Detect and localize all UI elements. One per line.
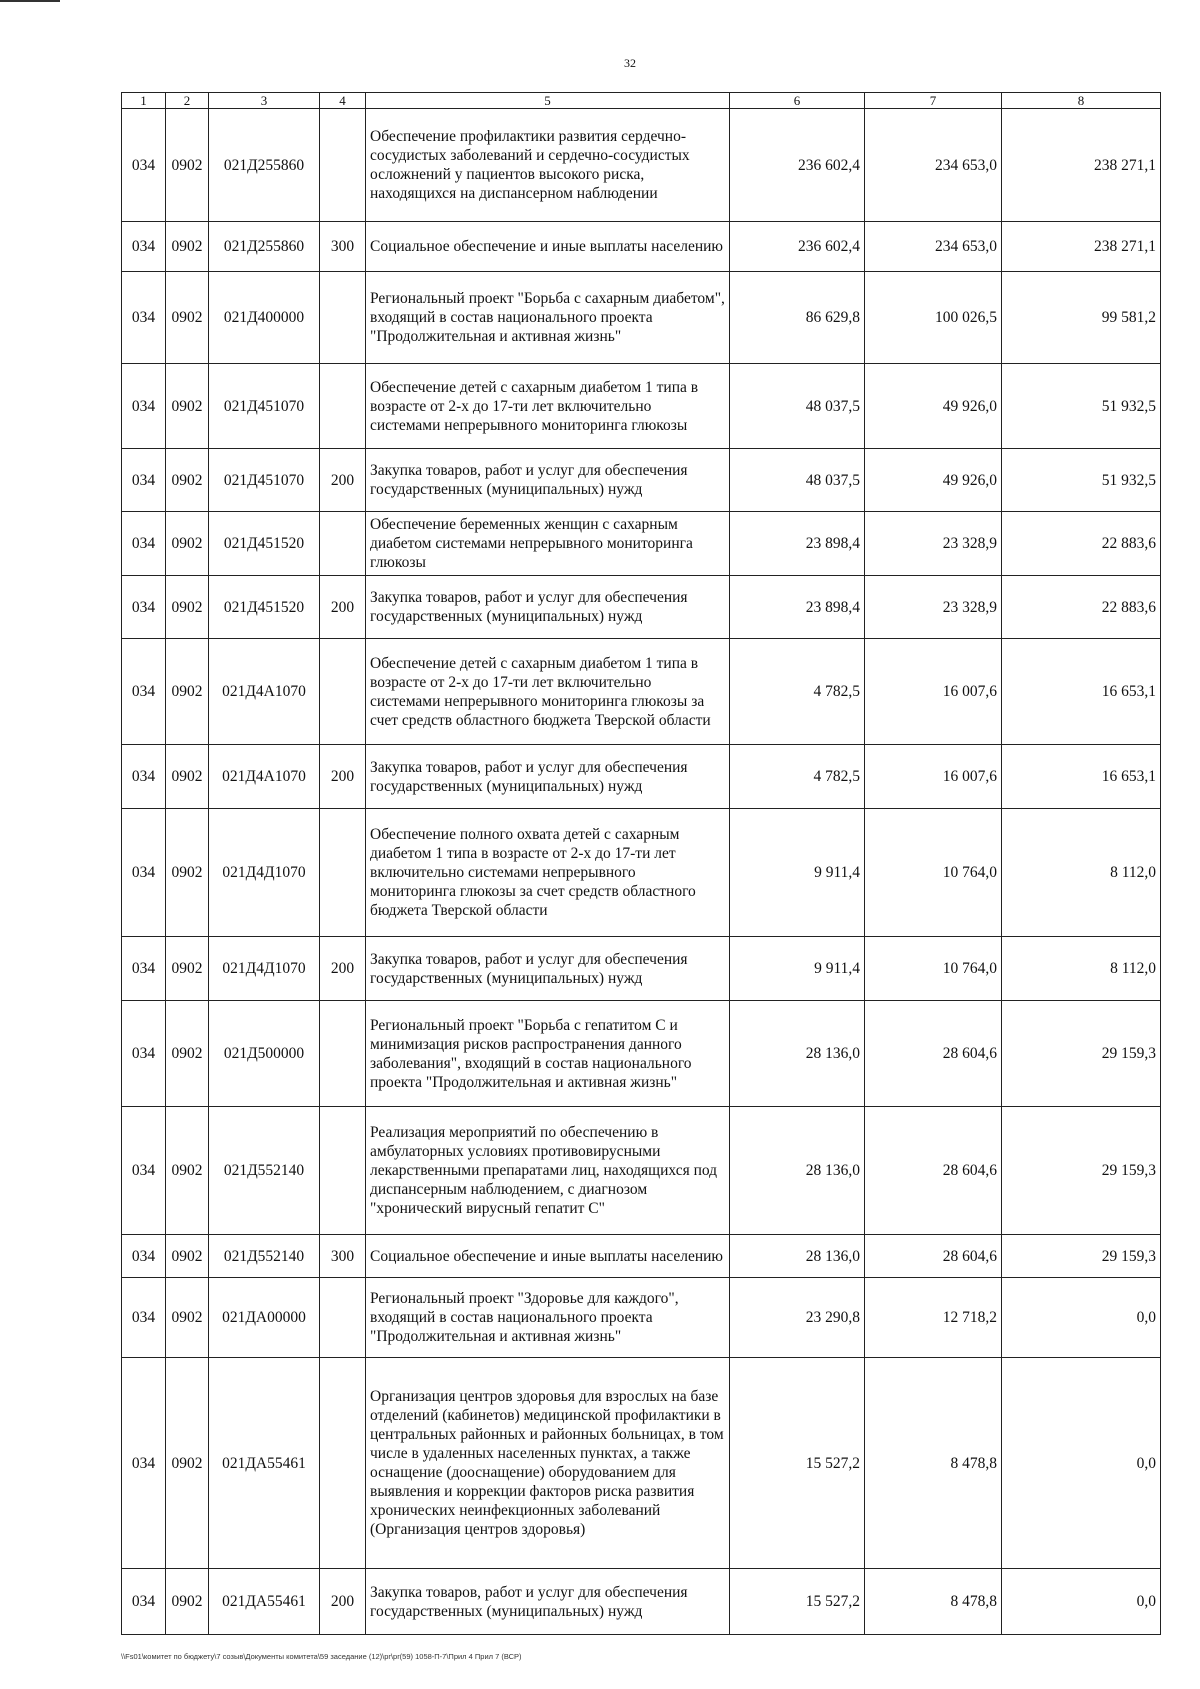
cell-ministry-code: 034 <box>122 1358 166 1569</box>
cell-amount-year-2: 49 926,0 <box>865 364 1002 449</box>
cell-target-article: 021Д4Д1070 <box>209 937 320 1001</box>
cell-section-code: 0902 <box>166 1278 209 1358</box>
cell-section-code: 0902 <box>166 1235 209 1278</box>
table-row <box>122 639 1161 745</box>
cell-description: Закупка товаров, работ и услуг для обеспечения государственных (муниципальных) нужд <box>366 745 730 809</box>
cell-section-code: 0902 <box>166 937 209 1001</box>
cell-amount-year-2: 23 328,9 <box>865 576 1002 639</box>
table-row <box>122 1358 1161 1569</box>
cell-amount-year-2: 23 328,9 <box>865 512 1002 576</box>
cell-expense-type <box>320 512 366 576</box>
cell-ministry-code: 034 <box>122 1569 166 1635</box>
cell-section-code: 0902 <box>166 745 209 809</box>
table-row <box>122 1235 1161 1278</box>
cell-section-code: 0902 <box>166 272 209 364</box>
cell-amount-year-2: 10 764,0 <box>865 937 1002 1001</box>
cell-amount-year-2: 28 604,6 <box>865 1001 1002 1107</box>
table-row <box>122 272 1161 364</box>
cell-target-article: 021Д4Д1070 <box>209 809 320 937</box>
cell-ministry-code: 034 <box>122 222 166 272</box>
cell-expense-type: 200 <box>320 576 366 639</box>
cell-section-code: 0902 <box>166 576 209 639</box>
cell-expense-type <box>320 1107 366 1235</box>
column-header-2: 2 <box>166 93 209 109</box>
cell-target-article: 021Д552140 <box>209 1235 320 1278</box>
cell-amount-year-1: 236 602,4 <box>730 109 865 222</box>
cell-amount-year-2: 16 007,6 <box>865 745 1002 809</box>
cell-expense-type: 200 <box>320 449 366 512</box>
cell-ministry-code: 034 <box>122 745 166 809</box>
cell-amount-year-1: 28 136,0 <box>730 1107 865 1235</box>
cell-description: Обеспечение детей с сахарным диабетом 1 типа в возрасте от 2-х до 17-ти лет включительно системами непрерывного мониторинга глюкозы <box>366 364 730 449</box>
cell-expense-type <box>320 364 366 449</box>
cell-ministry-code: 034 <box>122 272 166 364</box>
cell-amount-year-1: 23 898,4 <box>730 512 865 576</box>
footer-file-path: \\Fs01\комитет по бюджету\7 созыв\Документы комитета\59 заседание (12)\pr\pr(59) 1058-П-7\Прил 4 Прил 7 (ВСР) <box>121 1652 522 1661</box>
cell-amount-year-1: 236 602,4 <box>730 222 865 272</box>
cell-target-article: 021Д255860 <box>209 222 320 272</box>
cell-amount-year-3: 22 883,6 <box>1002 512 1161 576</box>
page-number: 32 <box>624 56 636 70</box>
column-header-4: 4 <box>320 93 366 109</box>
cell-amount-year-1: 23 898,4 <box>730 576 865 639</box>
cell-amount-year-2: 100 026,5 <box>865 272 1002 364</box>
cell-amount-year-3: 29 159,3 <box>1002 1001 1161 1107</box>
cell-target-article: 021Д451520 <box>209 512 320 576</box>
cell-expense-type <box>320 1278 366 1358</box>
cell-target-article: 021Д400000 <box>209 272 320 364</box>
cell-amount-year-2: 49 926,0 <box>865 449 1002 512</box>
cell-amount-year-3: 99 581,2 <box>1002 272 1161 364</box>
cell-amount-year-3: 29 159,3 <box>1002 1107 1161 1235</box>
cell-amount-year-3: 238 271,1 <box>1002 222 1161 272</box>
cell-amount-year-3: 16 653,1 <box>1002 745 1161 809</box>
cell-section-code: 0902 <box>166 109 209 222</box>
cell-description: Социальное обеспечение и иные выплаты населению <box>366 222 730 272</box>
cell-amount-year-1: 23 290,8 <box>730 1278 865 1358</box>
cell-section-code: 0902 <box>166 449 209 512</box>
cell-amount-year-1: 15 527,2 <box>730 1569 865 1635</box>
table-row <box>122 576 1161 639</box>
cell-amount-year-3: 16 653,1 <box>1002 639 1161 745</box>
cell-amount-year-3: 51 932,5 <box>1002 449 1161 512</box>
column-header-6: 6 <box>730 93 865 109</box>
cell-expense-type: 200 <box>320 745 366 809</box>
cell-target-article: 021ДА55461 <box>209 1569 320 1635</box>
cell-target-article: 021Д500000 <box>209 1001 320 1107</box>
cell-ministry-code: 034 <box>122 937 166 1001</box>
cell-amount-year-3: 238 271,1 <box>1002 109 1161 222</box>
cell-amount-year-2: 12 718,2 <box>865 1278 1002 1358</box>
cell-description: Организация центров здоровья для взрослых на базе отделений (кабинетов) медицинской профилактики в центральных районных и районных больницах, в том числе в удаленных населенных пунктах, а также оснащение (дооснащение) оборудованием для выявления и коррекции факторов риска развития хронических неинфекционных заболеваний (Организация центров здоровья) <box>366 1358 730 1569</box>
cell-section-code: 0902 <box>166 809 209 937</box>
cell-amount-year-1: 4 782,5 <box>730 639 865 745</box>
cell-amount-year-2: 16 007,6 <box>865 639 1002 745</box>
cell-ministry-code: 034 <box>122 1001 166 1107</box>
cell-expense-type: 200 <box>320 1569 366 1635</box>
cell-amount-year-1: 4 782,5 <box>730 745 865 809</box>
cell-expense-type: 200 <box>320 937 366 1001</box>
table-row <box>122 1001 1161 1107</box>
cell-description: Реализация мероприятий по обеспечению в амбулаторных условиях противовирусными лекарственными препаратами лиц, находящихся под диспансерным наблюдением, с диагнозом "хронический вирусный гепатит С" <box>366 1107 730 1235</box>
table-row <box>122 364 1161 449</box>
cell-expense-type <box>320 272 366 364</box>
cell-description: Обеспечение полного охвата детей с сахарным диабетом 1 типа в возрасте от 2-х до 17-ти лет включительно системами непрерывного мониторинга глюкозы за счет средств областного бюджета Тверской области <box>366 809 730 937</box>
cell-amount-year-3: 8 112,0 <box>1002 809 1161 937</box>
cell-amount-year-3: 0,0 <box>1002 1358 1161 1569</box>
table-row <box>122 1107 1161 1235</box>
cell-ministry-code: 034 <box>122 364 166 449</box>
cell-amount-year-1: 9 911,4 <box>730 937 865 1001</box>
table-row <box>122 222 1161 272</box>
cell-amount-year-1: 15 527,2 <box>730 1358 865 1569</box>
cell-amount-year-1: 28 136,0 <box>730 1235 865 1278</box>
cell-section-code: 0902 <box>166 1569 209 1635</box>
cell-target-article: 021Д451070 <box>209 449 320 512</box>
cell-target-article: 021ДА55461 <box>209 1358 320 1569</box>
cell-expense-type <box>320 1001 366 1107</box>
scan-corner-mark <box>0 0 60 2</box>
cell-amount-year-1: 86 629,8 <box>730 272 865 364</box>
table-row <box>122 809 1161 937</box>
cell-section-code: 0902 <box>166 364 209 449</box>
cell-target-article: 021Д552140 <box>209 1107 320 1235</box>
cell-amount-year-2: 28 604,6 <box>865 1107 1002 1235</box>
cell-section-code: 0902 <box>166 639 209 745</box>
cell-amount-year-3: 8 112,0 <box>1002 937 1161 1001</box>
cell-amount-year-3: 51 932,5 <box>1002 364 1161 449</box>
cell-ministry-code: 034 <box>122 639 166 745</box>
table-row <box>122 1278 1161 1358</box>
cell-ministry-code: 034 <box>122 1107 166 1235</box>
cell-expense-type <box>320 809 366 937</box>
budget-table <box>121 92 1161 1635</box>
cell-section-code: 0902 <box>166 1107 209 1235</box>
column-header-7: 7 <box>865 93 1002 109</box>
cell-description: Закупка товаров, работ и услуг для обеспечения государственных (муниципальных) нужд <box>366 449 730 512</box>
cell-ministry-code: 034 <box>122 109 166 222</box>
table-row <box>122 745 1161 809</box>
cell-amount-year-3: 0,0 <box>1002 1278 1161 1358</box>
table-body <box>122 109 1161 1635</box>
cell-description: Обеспечение детей с сахарным диабетом 1 типа в возрасте от 2-х до 17-ти лет включительно системами непрерывного мониторинга глюкозы за счет средств областного бюджета Тверской области <box>366 639 730 745</box>
cell-description: Закупка товаров, работ и услуг для обеспечения государственных (муниципальных) нужд <box>366 1569 730 1635</box>
column-header-8: 8 <box>1002 93 1161 109</box>
cell-ministry-code: 034 <box>122 809 166 937</box>
cell-description: Региональный проект "Борьба с сахарным диабетом", входящий в состав национального проекта "Продолжительная и активная жизнь" <box>366 272 730 364</box>
cell-ministry-code: 034 <box>122 512 166 576</box>
cell-section-code: 0902 <box>166 1001 209 1107</box>
cell-ministry-code: 034 <box>122 1278 166 1358</box>
cell-amount-year-2: 8 478,8 <box>865 1358 1002 1569</box>
cell-ministry-code: 034 <box>122 576 166 639</box>
cell-amount-year-2: 234 653,0 <box>865 222 1002 272</box>
cell-target-article: 021Д4А1070 <box>209 639 320 745</box>
cell-section-code: 0902 <box>166 222 209 272</box>
cell-amount-year-3: 22 883,6 <box>1002 576 1161 639</box>
table-header-row <box>122 93 1161 109</box>
cell-target-article: 021Д4А1070 <box>209 745 320 809</box>
cell-target-article: 021Д255860 <box>209 109 320 222</box>
table-row <box>122 109 1161 222</box>
cell-expense-type <box>320 1358 366 1569</box>
table-row <box>122 512 1161 576</box>
cell-amount-year-1: 9 911,4 <box>730 809 865 937</box>
cell-amount-year-3: 29 159,3 <box>1002 1235 1161 1278</box>
cell-amount-year-1: 48 037,5 <box>730 449 865 512</box>
cell-amount-year-1: 48 037,5 <box>730 364 865 449</box>
cell-amount-year-2: 234 653,0 <box>865 109 1002 222</box>
cell-section-code: 0902 <box>166 1358 209 1569</box>
cell-section-code: 0902 <box>166 512 209 576</box>
cell-expense-type <box>320 639 366 745</box>
cell-description: Региональный проект "Борьба с гепатитом С и минимизация рисков распространения данного заболевания", входящий в состав национального проекта "Продолжительная и активная жизнь" <box>366 1001 730 1107</box>
column-header-5: 5 <box>366 93 730 109</box>
cell-expense-type: 300 <box>320 222 366 272</box>
cell-amount-year-2: 28 604,6 <box>865 1235 1002 1278</box>
cell-expense-type: 300 <box>320 1235 366 1278</box>
cell-amount-year-1: 28 136,0 <box>730 1001 865 1107</box>
cell-description: Обеспечение профилактики развития сердечно-сосудистых заболеваний и сердечно-сосудистых осложнений у пациентов высокого риска, находящихся на диспансерном наблюдении <box>366 109 730 222</box>
column-header-1: 1 <box>122 93 166 109</box>
cell-amount-year-2: 8 478,8 <box>865 1569 1002 1635</box>
table-row <box>122 937 1161 1001</box>
cell-amount-year-3: 0,0 <box>1002 1569 1161 1635</box>
cell-ministry-code: 034 <box>122 1235 166 1278</box>
cell-description: Региональный проект "Здоровье для каждого", входящий в состав национального проекта "Продолжительная и активная жизнь" <box>366 1278 730 1358</box>
cell-description: Закупка товаров, работ и услуг для обеспечения государственных (муниципальных) нужд <box>366 937 730 1001</box>
cell-ministry-code: 034 <box>122 449 166 512</box>
cell-description: Обеспечение беременных женщин с сахарным диабетом системами непрерывного мониторинга глюкозы <box>366 512 730 576</box>
cell-description: Социальное обеспечение и иные выплаты населению <box>366 1235 730 1278</box>
table-row <box>122 449 1161 512</box>
table-row <box>122 1569 1161 1635</box>
cell-description: Закупка товаров, работ и услуг для обеспечения государственных (муниципальных) нужд <box>366 576 730 639</box>
cell-target-article: 021Д451520 <box>209 576 320 639</box>
cell-target-article: 021ДА00000 <box>209 1278 320 1358</box>
cell-expense-type <box>320 109 366 222</box>
cell-amount-year-2: 10 764,0 <box>865 809 1002 937</box>
cell-target-article: 021Д451070 <box>209 364 320 449</box>
column-header-3: 3 <box>209 93 320 109</box>
